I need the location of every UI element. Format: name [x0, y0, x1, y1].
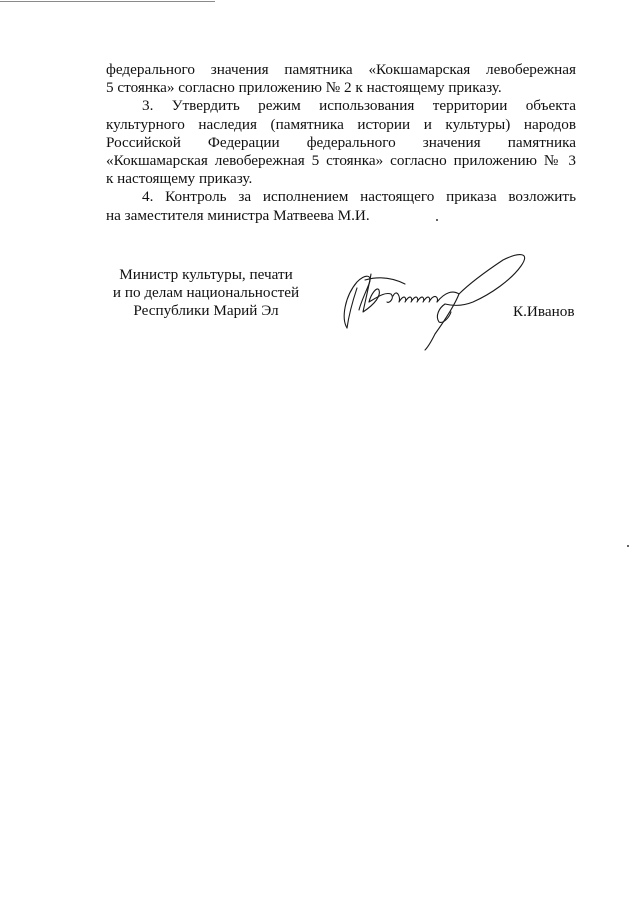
scan-speck	[436, 219, 438, 221]
paragraph-line: на заместителя министра Матвеева М.И.	[106, 206, 370, 224]
signatory-position	[100, 266, 312, 320]
handwritten-signature-icon	[335, 244, 535, 352]
paragraph-line: Российской Федерации федерального значения памятника	[106, 133, 576, 151]
position-line: Министр культуры, печати	[119, 266, 293, 283]
position-line: и по делам национальностей	[112, 284, 300, 301]
position-line: Республики Марий Эл	[133, 302, 279, 319]
signer-name: К.Иванов	[513, 303, 575, 320]
scan-edge-line	[0, 1, 215, 2]
paragraph-line: культурного наследия (памятника истории и культуры) народов	[106, 115, 576, 133]
paragraph-line: «Кокшамарская левобережная 5 стоянка» согласно приложению № 3	[106, 152, 576, 170]
paragraph-line: 4. Контроль за исполнением настоящего приказа возложить	[142, 188, 576, 206]
paragraph-line: 3. Утвердить режим использования территории объекта	[142, 97, 576, 115]
scan-speck	[627, 545, 629, 547]
paragraph-line: федерального значения памятника «Кокшамарская левобережная	[106, 61, 576, 78]
document-body	[106, 61, 576, 225]
paragraph-line: 5 стоянка» согласно приложению № 2 к настоящему приказу.	[106, 79, 502, 97]
paragraph-line: к настоящему приказу.	[106, 170, 253, 188]
